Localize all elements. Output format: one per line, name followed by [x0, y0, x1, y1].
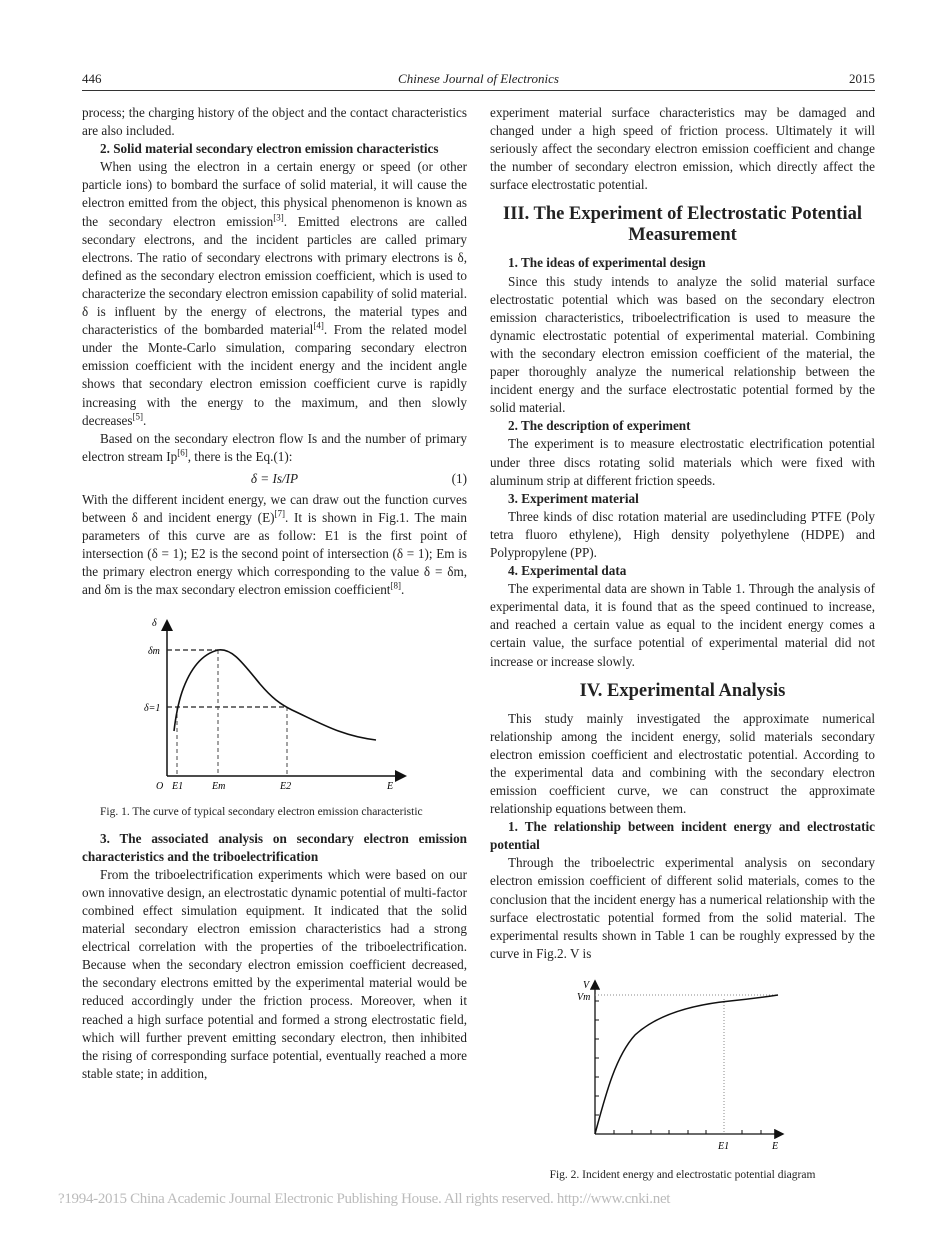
potential-curve-chart — [490, 977, 875, 1157]
citation: [6] — [177, 447, 188, 458]
figure-1 — [82, 614, 467, 799]
paragraph: experiment material surface characteristics may be damaged and changed under a high speed of friction process. Ultimately it will seriously affect the secondary electron emission coefficient and change the number of secondary electron emission, which directly affect the surface electrostatic potential. — [490, 105, 875, 193]
subsection-heading: 2. Solid material secondary electron emission characteristics — [100, 141, 439, 157]
svg-text:δ=1: δ=1 — [144, 702, 161, 714]
citation: [5] — [132, 411, 144, 422]
right-column — [490, 104, 875, 1193]
figure-2-caption: Fig. 2. Incident energy and electrostatic potential diagram — [549, 1169, 816, 1182]
svg-text:Vm: Vm — [577, 991, 591, 1003]
subsection-heading: 3. Experiment material — [508, 490, 639, 506]
secondary-emission-curve-chart — [82, 614, 467, 794]
subsection-heading: 1. The relationship between incident energy and electrostatic potential — [490, 819, 875, 853]
journal-title: Chinese Journal of Electronics — [398, 71, 559, 86]
paragraph: Since this study intends to analyze the solid material surface electrostatic potential which was based on the secondary electron emission characteristics, triboelectrification is used to measure the dynamic electrostatic potential of experimental material. Combining with the secondary electron emission coefficient of the material, the paper thoroughly analyze the numerical relationship between the incident energy and the surface electrostatic potential formed by the solid material. — [490, 273, 875, 416]
figure-2 — [490, 977, 875, 1162]
page-number: 446 — [82, 71, 102, 86]
paragraph: From the triboelectrification experiments which were based on our own innovative design, an electrostatic dynamic potential of multi-factor combined effect simulation equipment. It indicated that the solid material secondary electron emission characteristics had a strong electrical correlation with the properties of the triboelectrification. Because when the secondary electron emission coefficient decreased, the secondary electrons emitted by the experimental material would be reduced accordingly under the friction process. Moreover, when it reached a high surface potential and formed a strong electrostatic field, which will further prevent emitting secondary electron, then inhibited the rising of corresponding surface potential, eventually reached a more stable state; in addition, — [82, 866, 467, 1081]
citation: [3] — [273, 212, 284, 223]
section-heading: IV. Experimental Analysis — [579, 680, 786, 701]
paragraph: process; the charging history of the object and the contact characteristics are also included. — [82, 105, 467, 139]
svg-text:E1: E1 — [172, 780, 184, 792]
svg-text:V: V — [583, 979, 590, 991]
year: 2015 — [849, 71, 875, 86]
paragraph: Based on the secondary electron flow Is and the number of primary electron stream Ip[6], there is the Eq.(1): — [82, 430, 467, 464]
svg-text:δm: δm — [148, 645, 160, 657]
copyright-footer: ?1994-2015 China Academic Journal Electronic Publishing House. All rights reserved. http://www.cnki.net — [58, 1191, 671, 1207]
svg-text:E1: E1 — [718, 1140, 730, 1152]
left-column — [82, 104, 467, 1083]
equation-number: (1) — [451, 470, 467, 486]
paragraph: This study mainly investigated the approximate numerical relationship among the incident energy, solid materials secondary electron emission coefficient and electrostatic potential. According to the experimental data and combining with the secondary electron emission coefficient curve, we can construct the approximate relationship equations between them. — [490, 710, 875, 817]
paragraph: Through the triboelectric experimental analysis on secondary electron emission coefficient of different solid materials, comes to the conclusion that the incident energy has a numerical relationship with the surface electrostatic potential formed from the solid material. The experimental results shown in Table 1 can be roughly expressed by the curve in Fig.2. V is — [490, 855, 875, 961]
paragraph: With the different incident energy, we can draw out the function curves between δ and incident energy (E)[7]. It is shown in Fig.1. The main parameters of this curve are as follow: E1 is the first point of intersection (δ = 1); E2 is the second point of intersection (δ = 1); Em is the primary electron energy which corresponding to the value δ = δm, and δm is the max secondary electron emission coefficient[8]. — [82, 491, 467, 598]
figure-1-caption: Fig. 1. The curve of typical secondary electron emission characteristic — [100, 805, 423, 818]
subsection-heading: 2. The description of experiment — [508, 418, 691, 434]
subsection-heading: 4. Experimental data — [508, 563, 627, 579]
svg-text:Em: Em — [212, 780, 226, 792]
svg-text:E: E — [387, 780, 394, 792]
citation: [7] — [274, 508, 286, 519]
svg-text:E2: E2 — [280, 780, 292, 792]
paragraph: The experiment is to measure electrostatic electrification potential under three discs rotating solid materials which were fixed with aluminum strip at different friction speeds. — [490, 436, 875, 488]
subsection-heading: 1. The ideas of experimental design — [508, 255, 706, 271]
running-header — [82, 68, 875, 91]
paragraph: Three kinds of disc rotation material are usedincluding PTFE (Poly tetra fluoro ethylene), High density polyethylene (HDPE) and Polypropylene (PP). — [490, 508, 875, 560]
svg-text:O: O — [156, 780, 164, 792]
paragraph: When using the electron in a certain energy or speed (or other particle ions) to bombard the surface of solid material, it will cause the electron emitted from the object, this physical phenomenon is known as the secondary electron emission[3]. Emitted electrons are called secondary electrons, and the incident particles are called primary electrons. The ratio of secondary electrons with primary electrons is δ, defined as the secondary electron emission coefficient, which is used to characterize the secondary electron emission capability of solid material. δ is influent by the energy of electrons, the material types and characteristics of the bombarded material[4]. From the related model under the Monte-Carlo simulation, comparing secondary electron emission coefficient with the incident energy and the incident angle shows that secondary electron emission coefficient curve is rapidly increasing with the energy to the maximum, and then slowly decreases[5]. — [82, 159, 467, 428]
citation: [4] — [313, 320, 324, 331]
paragraph: The experimental data are shown in Table 1. Through the analysis of experimental data, it is found that as the speed continued to increase, and reached a certain value as equal to the incident energy comes a certain value, the surface potential of experimental material did not increase or increase slowly. — [490, 581, 875, 669]
equation: δ = Is/IP (1) — [82, 470, 467, 488]
citation: [8] — [390, 581, 401, 592]
section-heading: III. The Experiment of Electrostatic Potential Measurement — [503, 204, 862, 246]
svg-text:E: E — [772, 1140, 779, 1152]
subsection-heading: 3. The associated analysis on secondary electron emission characteristics and the triboelectrification — [82, 830, 467, 864]
svg-text:δ: δ — [152, 617, 157, 629]
